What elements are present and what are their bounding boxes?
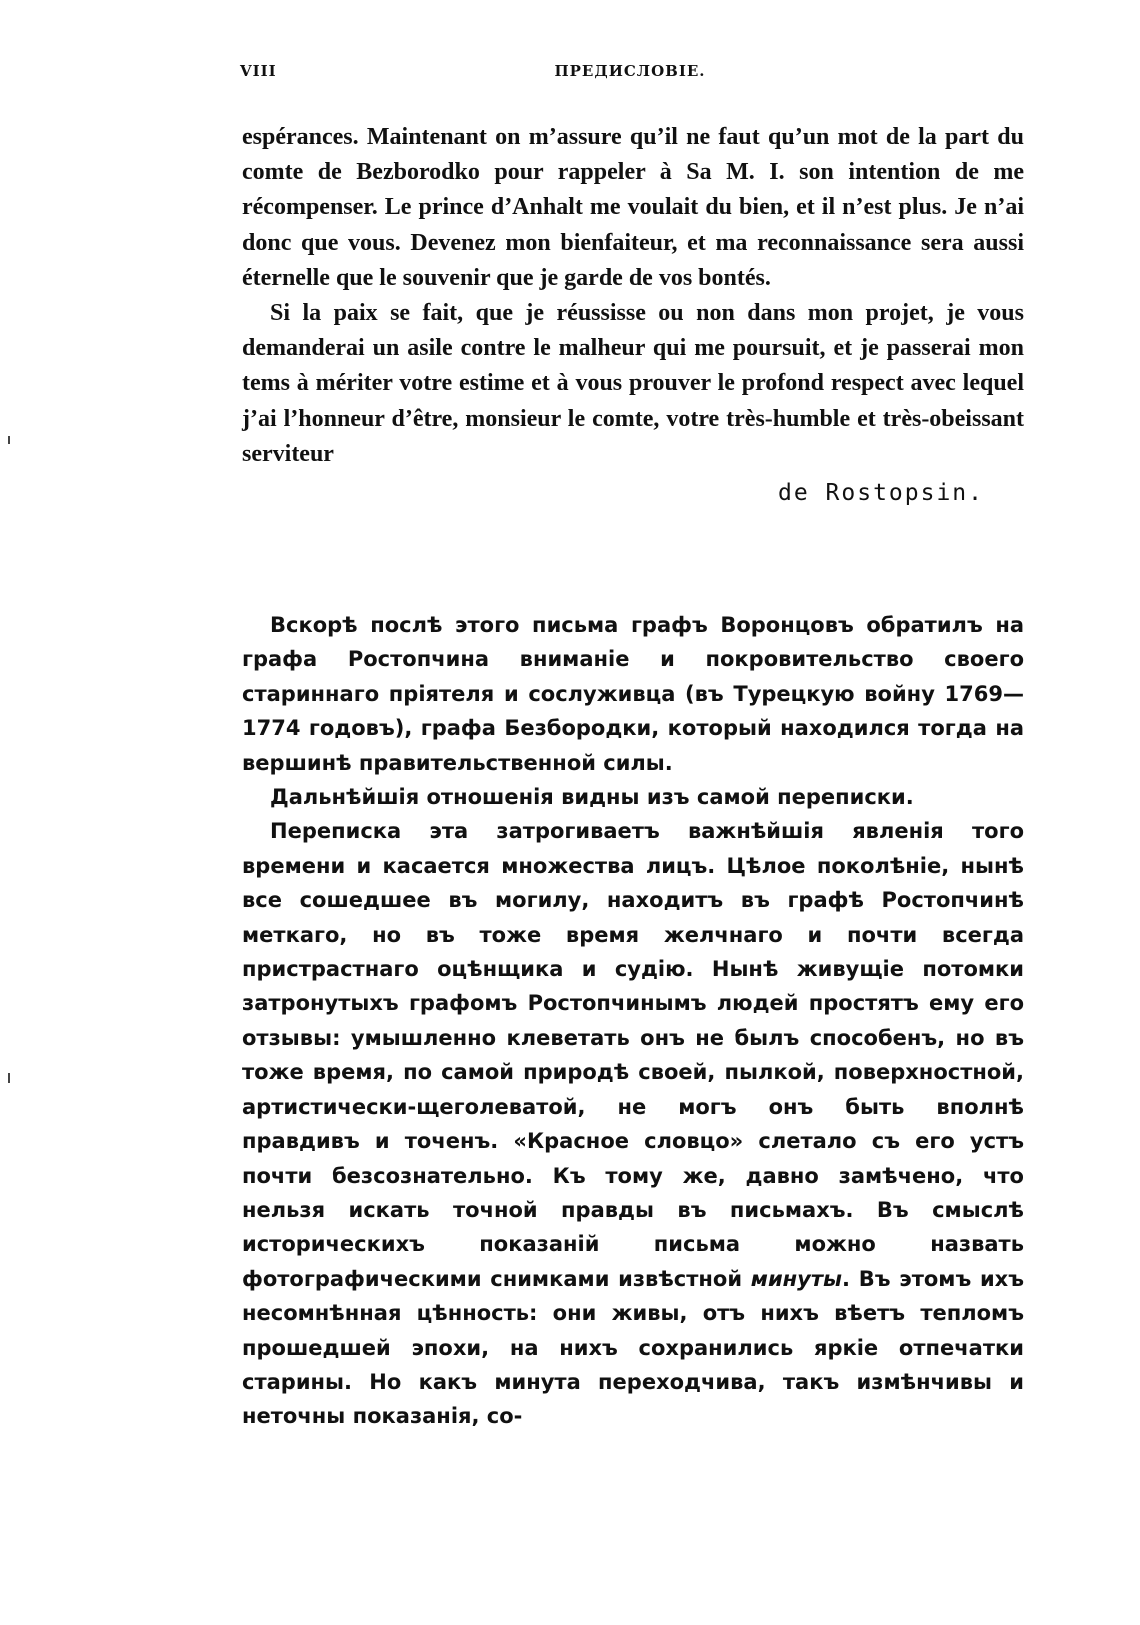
french-paragraph: Si la paix se fait, que je réussisse ou non dans mon projet, je vous demanderai un asile contre le malheur qui me poursuit, et je passerai mon tems à mériter votre estime et à vous prouver le profond respect avec lequel j’ai l’honneur d’être, monsieur le comte, votre très-humble et très-obeissant serviteur bbox=[242, 300, 1024, 467]
scan-mark bbox=[8, 436, 10, 444]
scan-mark bbox=[8, 1073, 10, 1083]
paragraph-text: . Въ этомъ ихъ несомнѣнная цѣнность: они живы, отъ нихъ вѣетъ тепломъ прошедшей эпохи, на нихъ сохранились яркіе отпечатки старины. Но какъ минута переходчива, такъ измѣнчивы и неточны показанія, со- bbox=[242, 1266, 1025, 1429]
page-number: VIII bbox=[240, 62, 277, 80]
russian-paragraph: Вскорѣ послѣ этого письма графъ Воронцовъ обратилъ на графа Ростопчина вниманіе и покровительство своего стариннаго пріятеля и сослуживца (въ Турецкую войну 1769—1774 годовъ), графа Безбородки, который находился тогда на вершинѣ правительственной силы. bbox=[242, 613, 1024, 775]
italic-word: минуты bbox=[750, 1266, 843, 1291]
french-paragraph: espérances. Maintenant on m’assure qu’il ne faut qu’un mot de la part du comte de Bezborodko pour rappeler à Sa M. I. son intention de me récompenser. Le prince d’Anhalt me voulait du bien, et il n’est plus. Je n’ai donc que vous. Devenez mon bienfaiteur, et ma reconnaissance sera aussi éternelle que le souvenir que je garde de vos bontés. bbox=[242, 124, 1024, 291]
russian-paragraph bbox=[242, 814, 1024, 1433]
french-letter bbox=[242, 120, 1024, 511]
paragraph-text: Переписка эта затрогиваетъ важнѣйшія явленія того времени и касается множества лицъ. Цѣлое поколѣніе, нынѣ все сошедшее въ могилу, находитъ въ графѣ Ростопчинѣ меткаго, но въ тоже время желчнаго и почти всегда пристрастнаго оцѣнщика и судію. Нынѣ живущіе потомки затронутыхъ графомъ Ростопчинымъ людей простятъ ему его отзывы: умышленно клеветать онъ не былъ способенъ, но въ тоже время, по самой природѣ своей, пылкой, поверхностной, артистически-щеголеватой, не могъ онъ быть вполнѣ правдивъ и точенъ. «Красное словцо» слетало съ его устъ почти безсознательно. Къ тому же, давно замѣчено, что нельзя искать точной правды въ письмахъ. Въ смыслѣ историческихъ показаній письма можно назвать фотографическими снимками извѣстной bbox=[242, 819, 1024, 1291]
signature: de Rostopsin. bbox=[777, 480, 984, 507]
russian-text bbox=[242, 608, 1024, 1434]
running-title: ПРЕДИСЛОВІЕ. bbox=[554, 62, 706, 80]
russian-paragraph: Дальнѣйшія отношенія видны изъ самой переписки. bbox=[270, 785, 914, 810]
